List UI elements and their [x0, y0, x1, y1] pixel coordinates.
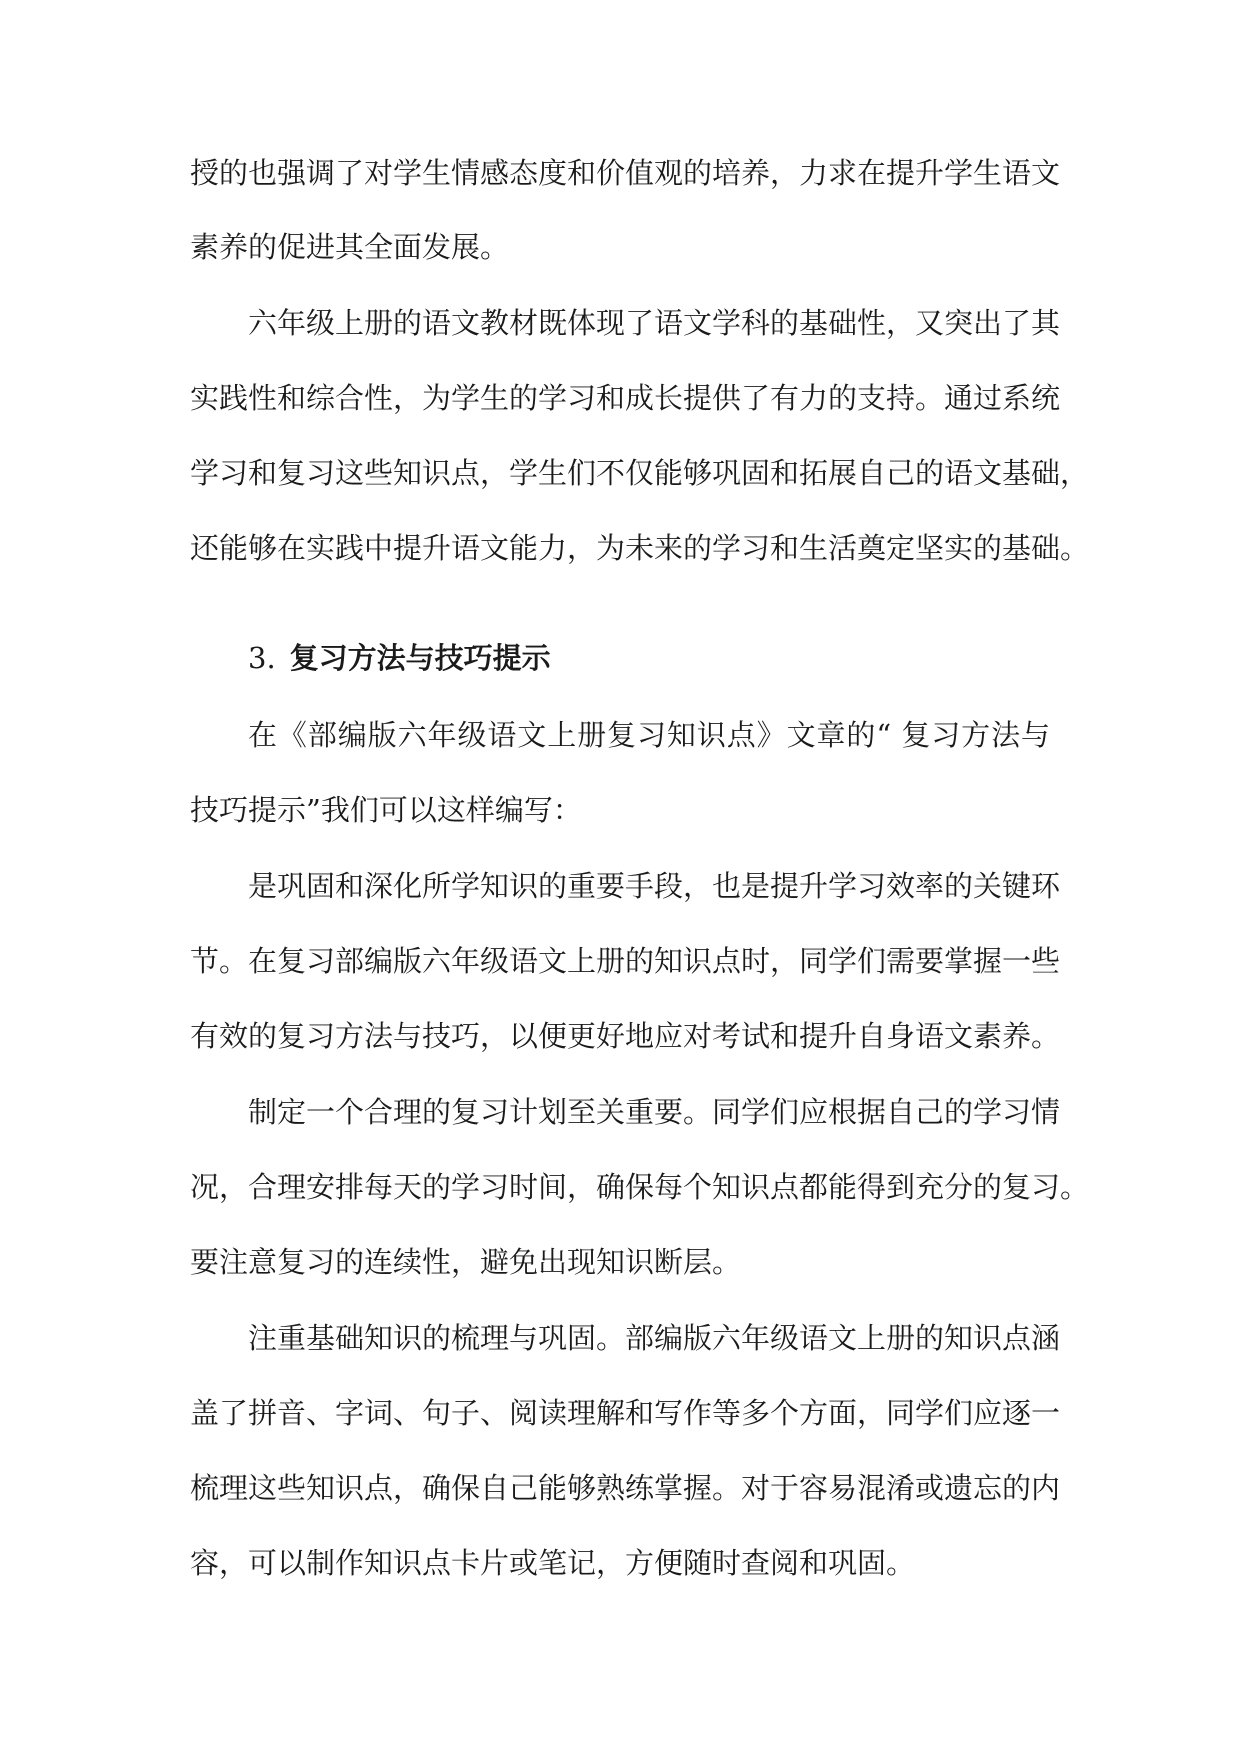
paragraph-line: 素养的促进其全面发展。 [190, 230, 510, 264]
paragraph-line: 是巩固和深化所学知识的重要手段，也是提升学习效率的关键环 [248, 869, 1061, 903]
paragraph-line: 授的也强调了对学生情感态度和价值观的培养，力求在提升学生语文 [190, 156, 1061, 190]
section-heading [248, 638, 948, 678]
paragraph-line: 要注意复习的连续性，避免出现知识断层。 [190, 1245, 742, 1279]
section-title: 复习方法与技巧提示 [289, 641, 551, 675]
paragraph-line: 还能够在实践中提升语文能力，为未来的学习和生活奠定坚实的基础。 [190, 531, 1090, 565]
paragraph-line: 有效的复习方法与技巧，以便更好地应对考试和提升自身语文素养。 [190, 1019, 1061, 1053]
paragraph-line: 容，可以制作知识点卡片或笔记，方便随时查阅和巩固。 [190, 1546, 916, 1580]
paragraph-line: 学习和复习这些知识点，学生们不仅能够巩固和拓展自己的语文基础， [190, 456, 1090, 490]
paragraph-line: 盖了拼音、字词、句子、阅读理解和写作等多个方面，同学们应逐一 [190, 1396, 1061, 1430]
paragraph-line: 注重基础知识的梳理与巩固。部编版六年级语文上册的知识点涵 [248, 1321, 1061, 1355]
paragraph-line: 况，合理安排每天的学习时间，确保每个知识点都能得到充分的复习。 [190, 1170, 1090, 1204]
paragraph-line: 制定一个合理的复习计划至关重要。同学们应根据自己的学习情 [248, 1095, 1061, 1129]
paragraph-line: 节。在复习部编版六年级语文上册的知识点时，同学们需要掌握一些 [190, 944, 1061, 978]
paragraph-line: 技巧提示”我们可以这样编写： [190, 793, 582, 827]
paragraph-line: 实践性和综合性，为学生的学习和成长提供了有力的支持。通过系统 [190, 381, 1061, 415]
section-number: 3. [248, 641, 276, 675]
paragraph-line: 六年级上册的语文教材既体现了语文学科的基础性，又突出了其 [248, 306, 1061, 340]
paragraph-line: 梳理这些知识点，确保自己能够熟练掌握。对于容易混淆或遗忘的内 [190, 1471, 1061, 1505]
paragraph-line: 在《部编版六年级语文上册复习知识点》文章的“ 复习方法与 [248, 718, 1050, 752]
